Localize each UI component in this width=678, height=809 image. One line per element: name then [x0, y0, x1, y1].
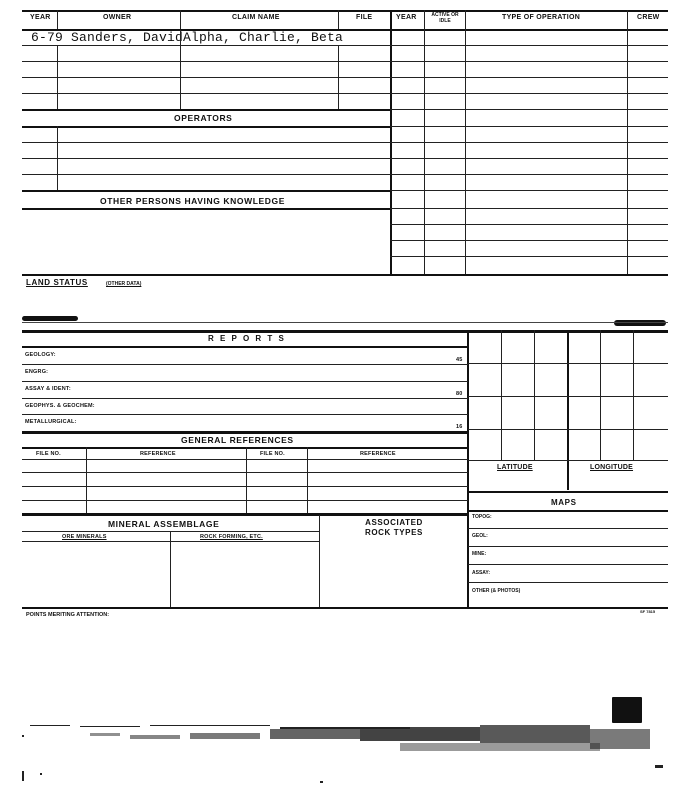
reports-heading-rule [22, 346, 468, 348]
right-row-line [390, 224, 668, 225]
grid-col [534, 330, 535, 460]
report-assay-num: 80 [456, 391, 463, 397]
reports-heading: R E P O R T S [208, 334, 286, 343]
operator-row-line [22, 158, 390, 159]
operators-bottom-rule [22, 126, 390, 128]
col-crew-header: CREW [637, 14, 660, 21]
other-persons-top-rule [22, 190, 390, 192]
ref-reference-2: REFERENCE [360, 451, 396, 457]
col-file-header: FILE [356, 14, 373, 21]
mineral-top-rule [22, 513, 468, 516]
report-row-line [22, 381, 468, 382]
references-top-rule [22, 431, 468, 434]
right-row-line [390, 126, 668, 127]
report-engrg: ENGRG: [25, 369, 49, 375]
ref-file-no-2: FILE NO. [260, 451, 285, 457]
col-claim-name-header: CLAIM NAME [232, 14, 280, 21]
upper-section-bottom [22, 274, 668, 276]
scan-smudge-left [22, 316, 78, 321]
owner-col [57, 45, 58, 109]
right-row-line [390, 93, 668, 94]
other-persons-heading: OTHER PERSONS HAVING KNOWLEDGE [100, 196, 286, 206]
maps-top-rule [468, 491, 668, 493]
ref-file-no-1: FILE NO. [36, 451, 61, 457]
scan-noise-band [0, 715, 678, 805]
ref-col [307, 447, 308, 513]
land-status-heading: LAND STATUS [26, 278, 88, 287]
owner-col [180, 30, 181, 109]
right-row-line [390, 256, 668, 257]
ref-header-rule [22, 459, 468, 460]
operator-row-line [22, 174, 390, 175]
owner-entry: 6-79 Sanders, David [31, 30, 184, 45]
grid-row [468, 460, 668, 461]
grid-col [501, 330, 502, 460]
report-assay: ASSAY & IDENT: [25, 386, 71, 392]
maps-heading-rule [468, 510, 668, 512]
owner-col [338, 45, 339, 109]
top-border [22, 10, 668, 12]
grid-col [633, 330, 634, 460]
report-geology: GEOLOGY: [25, 352, 56, 358]
rock-forming-label: ROCK FORMING, ETC. [200, 534, 263, 540]
header-div [180, 10, 181, 29]
grid-col-mid [567, 330, 569, 490]
right-row-line [390, 142, 668, 143]
header-div [338, 10, 339, 29]
longitude-label: LONGITUDE [590, 464, 634, 471]
col-owner-header: OWNER [103, 14, 132, 21]
land-status-rule [22, 322, 668, 323]
other-persons-bottom-rule [22, 208, 390, 210]
col-active-idle-header: ACTIVE OR IDLE [431, 12, 459, 24]
map-topog: TOPOG: [472, 514, 492, 520]
operators-heading: OPERATORS [174, 113, 233, 123]
grid-row [468, 363, 668, 364]
latitude-label: LATITUDE [497, 464, 533, 471]
owner-row-line [22, 61, 390, 62]
map-row [468, 582, 668, 583]
right-row-line [390, 208, 668, 209]
claim-name-entry: Alpha, Charlie, Beta [183, 30, 344, 45]
map-row [468, 546, 668, 547]
references-heading-rule [22, 447, 468, 449]
right-row-line [390, 109, 668, 110]
map-mine: MINE: [472, 551, 487, 557]
report-row-line [22, 364, 468, 365]
operator-col [57, 126, 58, 190]
right-row-line [390, 77, 668, 78]
ref-col [246, 447, 247, 513]
mineral-divider [319, 515, 320, 608]
report-geology-num: 45 [456, 357, 463, 363]
grid-row [468, 429, 668, 430]
right-row-line [390, 158, 668, 159]
col-year-right-header: YEAR [396, 14, 417, 21]
owner-row-line [22, 45, 390, 46]
reports-right-divider [467, 330, 469, 608]
mineral-assemblage-heading: MINERAL ASSEMBLAGE [108, 519, 220, 529]
ref-row-line [22, 486, 468, 487]
report-metallurgical: METALLURGICAL: [25, 419, 77, 425]
ref-reference-1: REFERENCE [140, 451, 176, 457]
right-row-line [390, 45, 668, 46]
scan-smudge-right [614, 320, 666, 326]
map-row [468, 528, 668, 529]
maps-heading: MAPS [551, 498, 577, 507]
report-row-line [22, 414, 468, 415]
right-row-line [390, 190, 668, 191]
right-row-line [390, 174, 668, 175]
map-row [468, 564, 668, 565]
owner-row-line [22, 77, 390, 78]
right-row-line [390, 240, 668, 241]
operators-top-rule [22, 109, 390, 111]
associated-rock-types-heading: ASSOCIATED ROCK TYPES [364, 518, 423, 537]
form-number: SF 7815 [640, 609, 656, 614]
map-assay: ASSAY: [472, 570, 491, 576]
reports-top-rule [22, 330, 668, 333]
map-other: OTHER (& PHOTOS) [472, 588, 521, 594]
general-references-heading: GENERAL REFERENCES [181, 435, 294, 445]
report-metallurgical-num: 16 [456, 424, 463, 430]
mineral-col [170, 531, 171, 608]
ore-minerals-label: ORE MINERALS [62, 534, 107, 540]
report-geophys: GEOPHYS. & GEOCHEM: [25, 403, 95, 409]
col-type-operation-header: TYPE OF OPERATION [502, 14, 581, 21]
report-row-line [22, 398, 468, 399]
ref-row-line [22, 500, 468, 501]
map-geol: GEOL: [472, 533, 488, 539]
grid-col [600, 330, 601, 460]
land-status-sub: (OTHER DATA) [106, 281, 142, 287]
operator-row-line [22, 142, 390, 143]
owner-row-line [22, 93, 390, 94]
ref-col [86, 447, 87, 513]
grid-row [468, 396, 668, 397]
points-meriting-attention-label: POINTS MERITING ATTENTION: [26, 612, 110, 618]
bottom-section-rule [22, 607, 668, 609]
col-year-header: YEAR [30, 14, 51, 21]
ref-row-line [22, 472, 468, 473]
header-div [57, 10, 58, 29]
right-row-line [390, 61, 668, 62]
